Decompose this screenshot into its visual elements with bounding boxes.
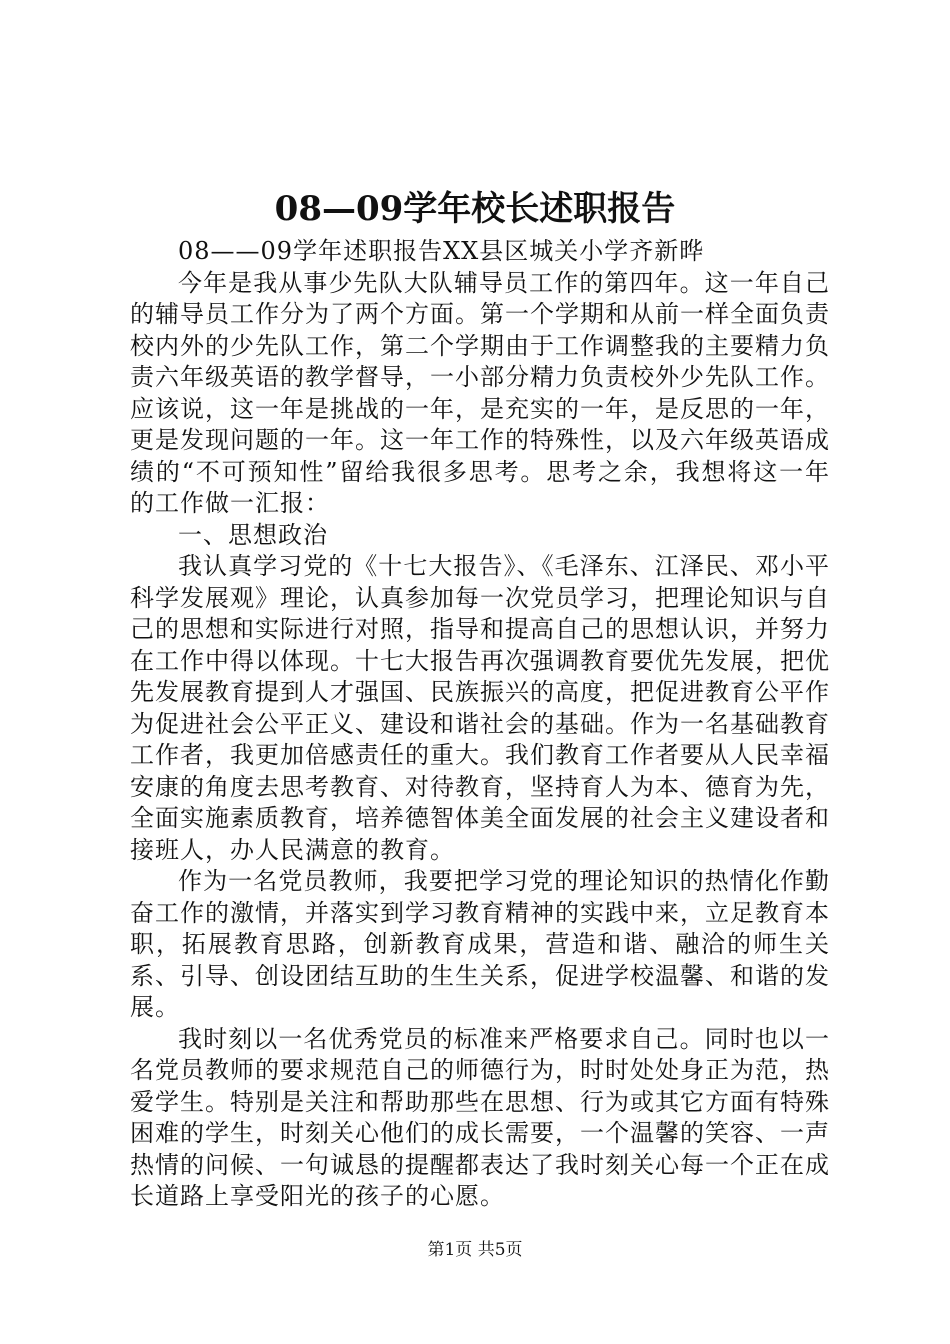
section-heading-politics: 一、思想政治 (178, 520, 328, 549)
page-number-footer: 第1页 共5页 (427, 1240, 523, 1260)
paragraph-politics-1: 我认真学习党的《十七大报告》、《毛泽东、江泽民、邓小平科学发展观》理论，认真参加每一次党员学习，把理论知识与自己的思想和实际进行对照，指导和提高自己的思想认识，并努力在工作中得以体现。十七大报告再次强调教育要优先发展，把优先发展教育提到人才强国、民族振兴的高度，把促进教育公平作为促进社会公平正义、建设和谐社会的基础。作为一名基础教育工作者，我更加倍感责任的重大。我们教育工作者要从人民幸福安康的角度去思考教育、对待教育，坚持育人为本、德育为先，全面实施素质教育，培养德智体美全面发展的社会主义建设者和接班人，办人民满意的教育。 (130, 552, 830, 864)
paragraph-subtitle: 08——09学年述职报告XX县区城关小学齐新晔 (178, 237, 705, 265)
paragraph-politics-2: 作为一名党员教师，我要把学习党的理论知识的热情化作勤奋工作的激情，并落实到学习教育精神的实践中来，立足教育本职，拓展教育思路，创新教育成果，营造和谐、融洽的师生关系、引导、创设团结互助的生生关系，促进学校温馨、和谐的发展。 (130, 867, 830, 1021)
document-title: 08—09学年校长述职报告 (274, 189, 676, 229)
paragraph-intro: 今年是我从事少先队大队辅导员工作的第四年。这一年自己的辅导员工作分为了两个方面。第一个学期和从前一样全面负责校内外的少先队工作，第二个学期由于工作调整我的主要精力负责六年级英语的教学督导，一小部分精力负责校外少先队工作。应该说，这一年是挑战的一年，是充实的一年，是反思的一年，更是发现问题的一年。这一年工作的特殊性，以及六年级英语成绩的“不可预知性”留给我很多思考。思考之余，我想将这一年的工作做一汇报： (130, 268, 830, 517)
paragraph-politics-3: 我时刻以一名优秀党员的标准来严格要求自己。同时也以一名党员教师的要求规范自己的师德行为，时时处处身正为范，热爱学生。特别是关注和帮助那些在思想、行为或其它方面有特殊困难的学生，时刻关心他们的成长需要，一个温馨的笑容、一声热情的问候、一句诚恳的提醒都表达了我时刻关心每一个正在成长道路上享受阳光的孩子的心愿。 (130, 1024, 830, 1210)
document-body (130, 236, 830, 1213)
